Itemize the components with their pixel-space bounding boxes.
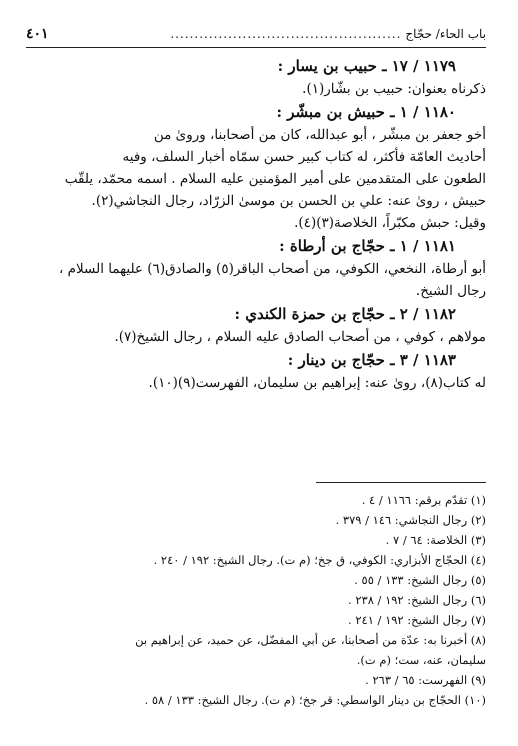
footnote: (٨) أخبرنا به: عدّة من أصحابنا، عن أبي المفضّل، عن حميد، عن إبراهيم بن: [135, 633, 486, 647]
entry-line: أخو جعفر بن مبشّر ، أبو عبدالله، كان من أصحابنا، وروىٰ من: [153, 127, 486, 143]
footnote: (١٠) الحجّاج بن دينار الواسطي: قر جخ؛ (م ت). رجال الشيخ: ١٣٣ / ٥٨ .: [144, 693, 486, 707]
entry-line: له كتاب(٨)، روىٰ عنه: إبراهيم بن سليمان، الفهرست(٩)(١٠).: [148, 375, 486, 391]
footnote-rule: [316, 482, 486, 483]
entry-1182: [26, 302, 486, 348]
header-rule: [26, 47, 486, 48]
header-title: باب الحاء/ حجّاج: [405, 27, 486, 41]
entry-1181: [26, 234, 486, 302]
footnote: (١) تقدّم برقم: ١١٦٦ / ٤ .: [361, 493, 486, 507]
entry-line: الطعون على المتقدمين على أمير المؤمنين عليه السلام . اسمه محمّد، يلقّب: [64, 171, 486, 187]
entry-heading: ١١٧٩ / ١٧ ـ حبيب بن يسار :: [277, 57, 456, 75]
entry-line: وقيل: حبش مكبّراً، الخلاصة(٣)(٤).: [294, 215, 486, 231]
entry-line: أحاديث العامّة فأكثر، له كتاب كبير حسن سمّاه أخبار السلف، وفيه: [122, 149, 486, 165]
entry-1179: [26, 54, 486, 100]
entry-line: أبو أرطاة، النخعي، الكوفي، من أصحاب الباقر(٥) والصادق(٦) عليهما السلام ،: [58, 261, 486, 277]
entry-line: رجال الشيخ.: [415, 283, 486, 299]
entry-1180: [26, 100, 486, 234]
running-header: [26, 24, 486, 44]
entry-line: ذكرناه بعنوان: حبيب بن بشّار(١).: [302, 81, 486, 97]
header-dots: ................................................: [170, 27, 402, 41]
footnote: سليمان، عنه، ست؛ (م ت).: [356, 653, 486, 667]
footnote: (٥) رجال الشيخ: ١٣٣ / ٥٥ .: [354, 573, 486, 587]
entry-heading: ١١٨١ / ١ ـ حجّاج بن أرطاة :: [279, 237, 456, 255]
footnote: (٩) الفهرست: ٦٥ / ٢٦٣ .: [365, 673, 486, 687]
footnotes: [26, 490, 486, 710]
footnote: (٦) رجال الشيخ: ١٩٢ / ٢٣٨ .: [348, 593, 486, 607]
footnote: (٧) رجال الشيخ: ١٩٢ / ٢٤١ .: [348, 613, 486, 627]
footnote: (٤) الحجّاج الأبزاري: الكوفي، ق جخ؛ (م ت). رجال الشيخ: ١٩٢ / ٢٤٠ .: [153, 553, 486, 567]
entry-heading: ١١٨٢ / ٢ ـ حجّاج بن حمزة الكندي :: [234, 305, 456, 323]
entry-heading: ١١٨٣ / ٣ ـ حجّاج بن دينار :: [287, 351, 456, 369]
entry-line: مولاهم ، كوفي ، من أصحاب الصادق عليه السلام ، رجال الشيخ(٧).: [114, 329, 486, 345]
entry-heading: ١١٨٠ / ١ ـ حبيش بن مبشّر :: [276, 103, 456, 121]
page-number: ٤٠١: [26, 26, 49, 42]
entry-line: حبيش ، روىٰ عنه: علي بن الحسن بن موسىٰ الزرّاد، رجال النجاشي(٢).: [91, 193, 486, 209]
entry-1183: [26, 348, 486, 394]
footnote: (٢) رجال النجاشي: ١٤٦ / ٣٧٩ .: [335, 513, 486, 527]
main-text: [26, 54, 486, 394]
footnote: (٣) الخلاصة: ٦٤ / ٧ .: [385, 533, 486, 547]
